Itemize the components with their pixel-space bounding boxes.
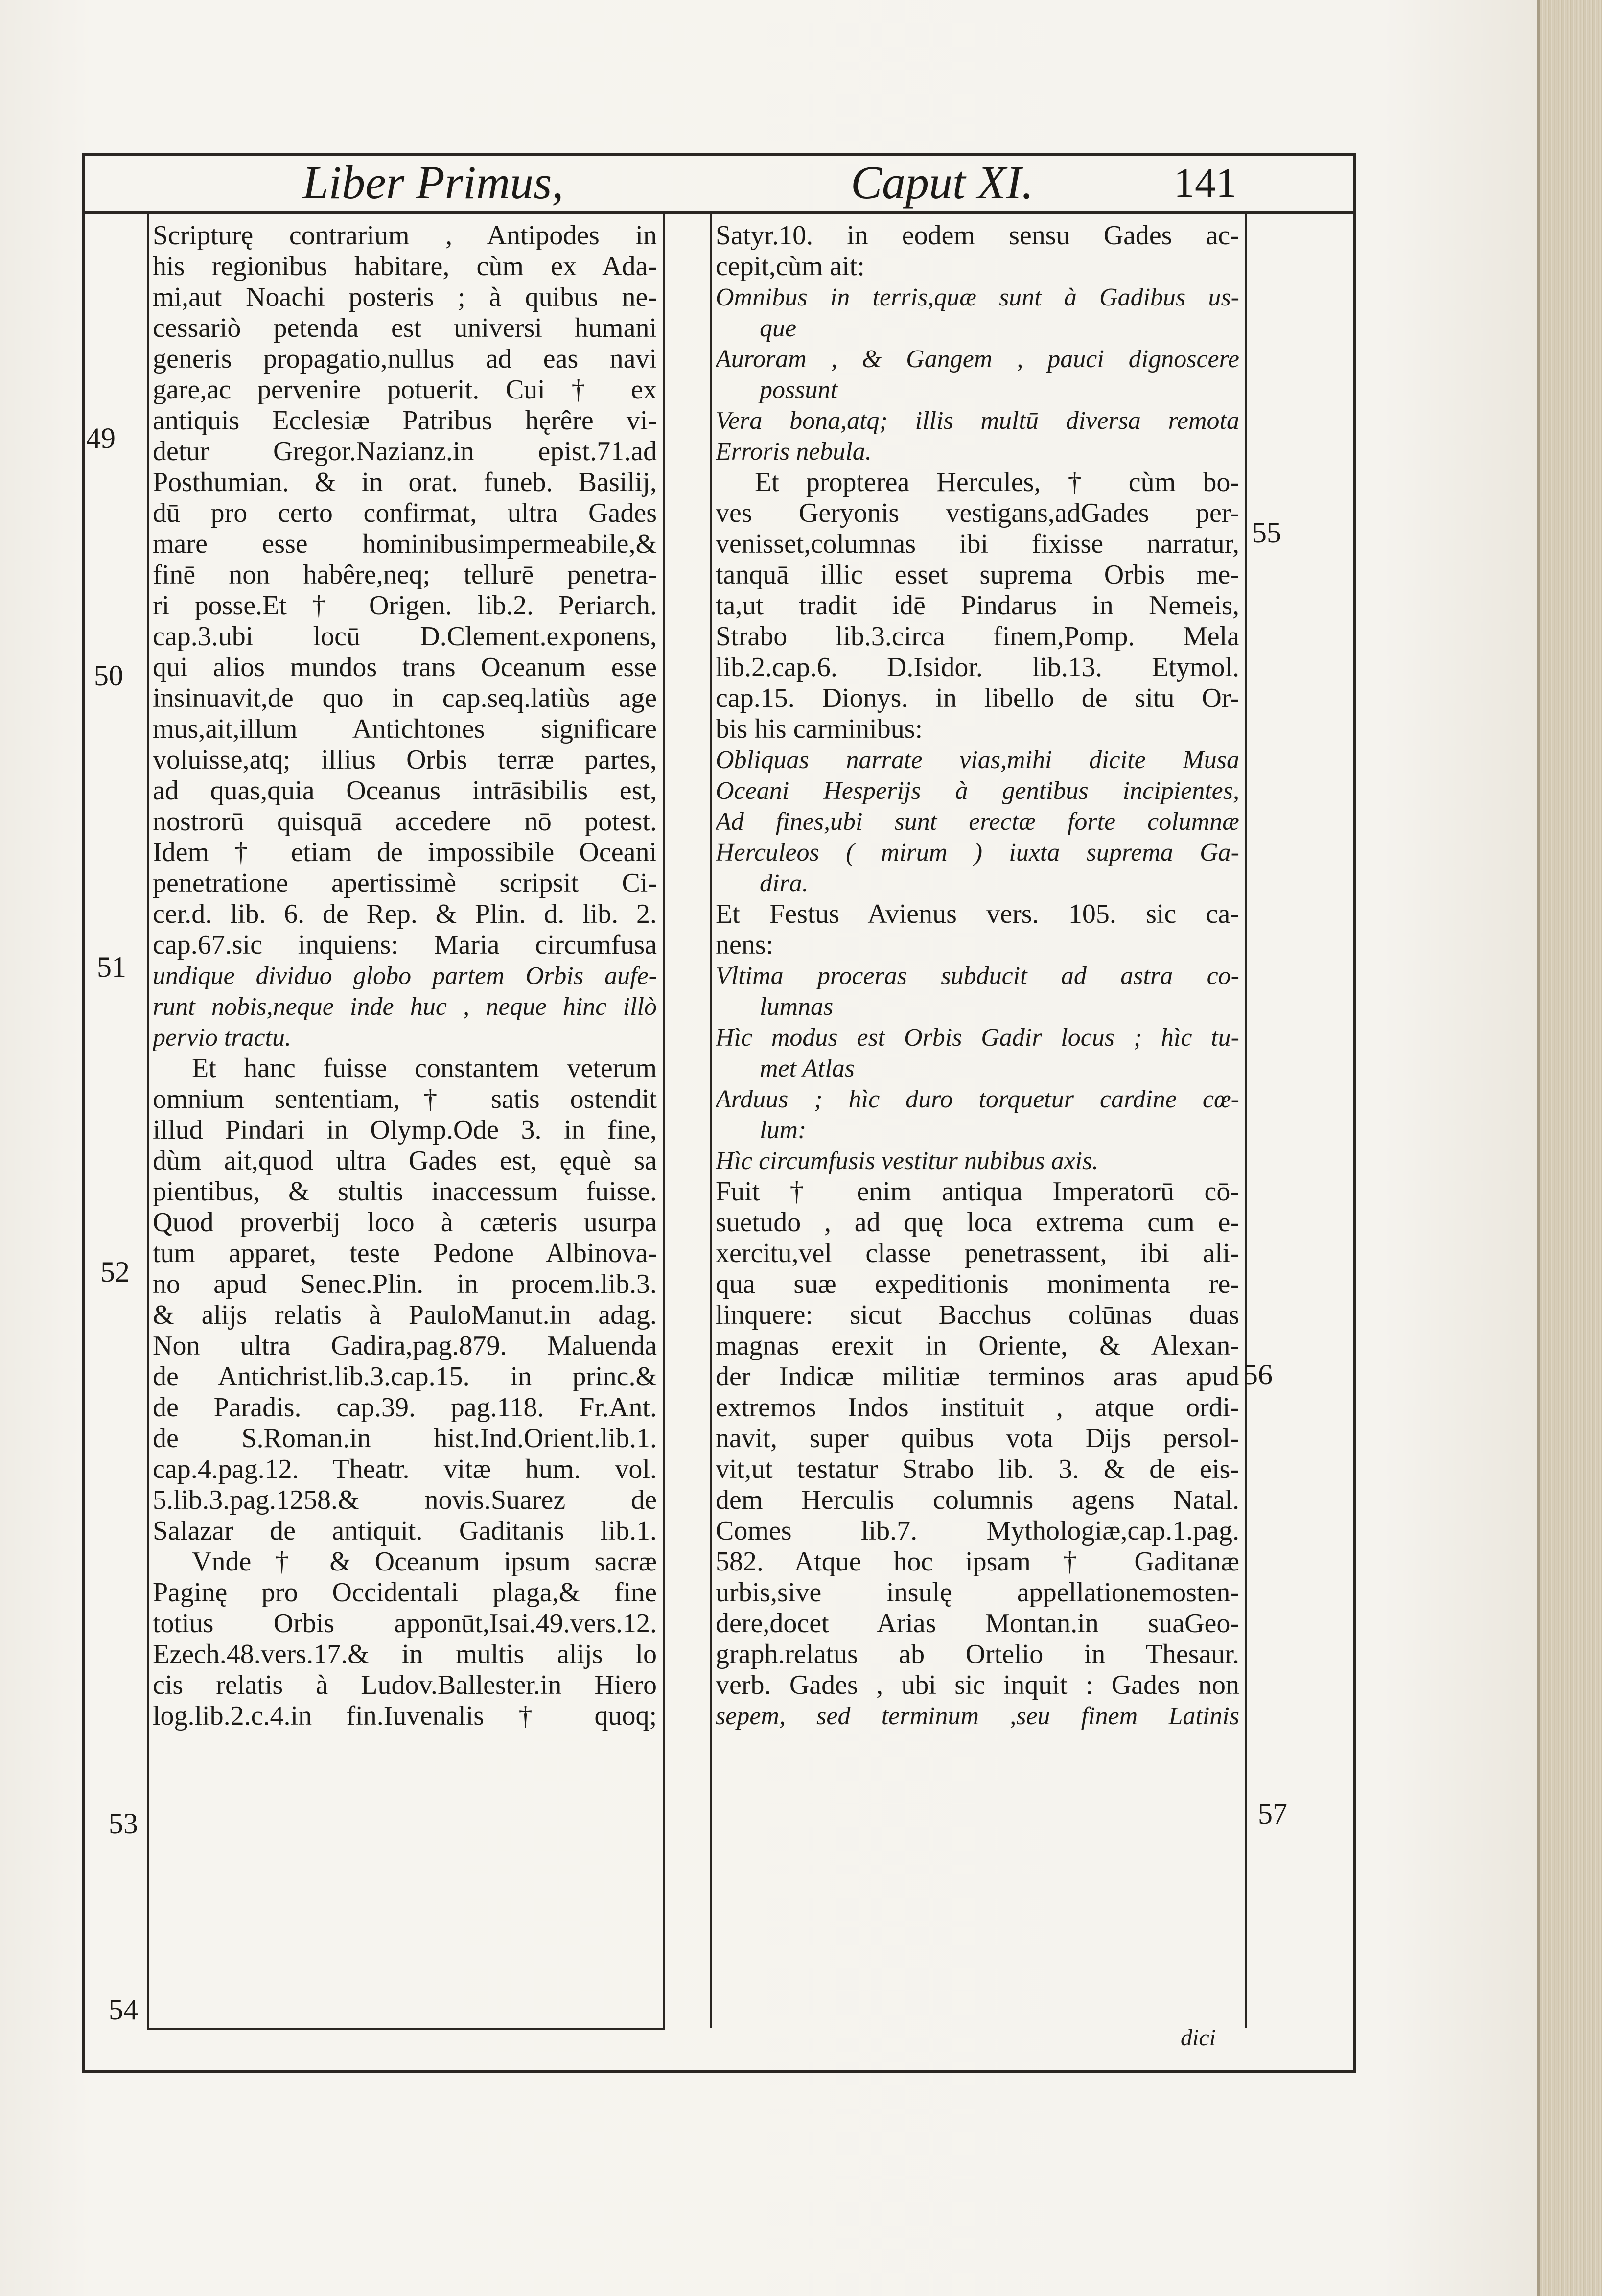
text-line: Idem † etiam de impossibile Oceani [153,837,657,867]
margin-number: 51 [97,951,126,983]
text-line: de S.Roman.in hist.Ind.Orient.lib.1. [153,1423,657,1453]
text-line: cis relatis à Ludov.Ballester.in Hiero [153,1670,657,1700]
text-line: possunt [760,376,837,404]
text-line: & alijs relatis à PauloManut.in adag. [153,1300,657,1330]
catchword: dici [1181,2025,1216,2051]
text-line: 582. Atque hoc ipsam † Gaditanæ [716,1546,1239,1577]
text-line: Strabo lib.3.circa finem,Pomp. Mela [716,621,1239,652]
text-line: Scripturę contrarium , Antipodes in [153,220,657,251]
text-line: antiquis Ecclesiæ Patribus hęrêre vi- [153,405,657,436]
text-line: vit,ut testatur Strabo lib. 3. & de eis- [716,1454,1239,1484]
text-line: finē non habêre,neq; tellurē penetra- [153,560,657,590]
left-column [153,220,657,1732]
text-line: totius Orbis apponūt,Isai.49.vers.12. [153,1608,657,1639]
text-line: ta,ut tradit idē Pindarus in Nemeis, [716,590,1239,621]
margin-number: 50 [94,659,123,692]
running-header [82,153,1356,211]
text-line: Vera bona,atq; illis multū diversa remota [716,407,1239,435]
text-line: Hìc modus est Orbis Gadir locus ; hìc tu- [716,1024,1239,1052]
text-line: suetudo , ad quę loca extrema cum e- [716,1207,1239,1238]
page-number: 141 [1174,159,1237,206]
text-line: his regionibus habitare, cùm ex Ada- [153,251,657,281]
text-line: verb. Gades , ubi sic inquit : Gades non [716,1670,1239,1700]
text-line: tum apparet, teste Pedone Albinova- [153,1238,657,1268]
margin-number: 54 [109,1993,138,2026]
text-line: que [760,314,797,342]
margin-number: 52 [100,1256,130,1288]
text-line: Vltima proceras subducit ad astra co- [716,962,1239,990]
text-line: venisset,columnas ibi fixisse narratur, [716,529,1239,559]
text-line: Obliquas narrate vias,mihi dicite Musa [716,746,1239,774]
text-line: Ezech.48.vers.17.& in multis alijs lo [153,1639,657,1669]
text-line: no apud Senec.Plin. in procem.lib.3. [153,1269,657,1299]
right-column [716,220,1239,1732]
text-line: insinuavit,de quo in cap.seq.latiùs age [153,683,657,713]
text-line: dira. [760,869,809,897]
text-line: pientibus, & stultis inaccessum fuisse. [153,1176,657,1207]
text-line: mare esse hominibusimpermeabile,& [153,529,657,559]
text-line: cap.3.ubi locū D.Clement.exponens, [153,621,657,652]
text-line: dem Herculis columnis agens Natal. [716,1485,1239,1515]
text-line: sepem, sed terminum ,seu finem Latinis [716,1702,1239,1730]
header-left-title: Liber Primus, [302,156,564,209]
text-line: lumnas [760,993,834,1021]
text-line: qua suæ expeditionis monimenta re- [716,1269,1239,1299]
text-line: generis propagatio,nullus ad eas navi [153,344,657,374]
text-line: Non ultra Gadira,pag.879. Maluenda [153,1331,657,1361]
text-line: Erroris nebula. [716,438,872,466]
text-line: cap.15. Dionys. in libello de situ Or- [716,683,1239,713]
text-line: runt nobis,neque inde huc , neque hinc illò [153,993,657,1021]
text-line: ad quas,quia Oceanus intrāsibilis est, [153,775,657,806]
text-line: lum: [760,1116,807,1144]
text-line: Hìc circumfusis vestitur nubibus axis. [716,1147,1099,1175]
text-line: Posthumian. & in orat. funeb. Basilij, [153,467,657,497]
text-line: navit, super quibus vota Dijs persol- [716,1423,1239,1453]
text-line: extremos Indos instituit , atque ordi- [716,1392,1239,1423]
text-line: Quod proverbij loco à cæteris usurpa [153,1207,657,1238]
text-line: dū pro certo confirmat, ultra Gades [153,498,657,528]
margin-number: 56 [1243,1359,1273,1391]
text-line: de Paradis. cap.39. pag.118. Fr.Ant. [153,1392,657,1423]
text-line: gare,ac pervenire potuerit. Cui † ex [153,375,657,405]
text-line: pervio tractu. [153,1024,292,1052]
header-right-title: Caput XI. [851,156,1034,209]
text-line: mi,aut Noachi posteris ; à quibus ne- [153,282,657,312]
text-line: 5.lib.3.pag.1258.& novis.Suarez de [153,1485,657,1515]
text-line: nostrorū quisquā accedere nō potest. [153,806,657,837]
text-line: Satyr.10. in eodem sensu Gades ac- [716,220,1239,251]
text-line: detur Gregor.Nazianz.in epist.71.ad [153,436,657,467]
text-line: de Antichrist.lib.3.cap.15. in princ.& [153,1361,657,1392]
text-line: Paginę pro Occidentali plaga,& fine [153,1577,657,1608]
text-line: dere,docet Arias Montan.in suaGeo- [716,1608,1239,1639]
text-line: xercitu,vel classe penetrassent, ibi ali- [716,1238,1239,1268]
text-line: cap.4.pag.12. Theatr. vitæ hum. vol. [153,1454,657,1484]
text-line: Salazar de antiquit. Gaditanis lib.1. [153,1516,657,1546]
text-line: lib.2.cap.6. D.Isidor. lib.13. Etymol. [716,652,1239,682]
text-line: cap.67.sic inquiens: Maria circumfusa [153,930,657,960]
text-line: nens: [716,930,774,960]
text-line: Et Festus Avienus vers. 105. sic ca- [716,899,1239,929]
text-line: magnas erexit in Oriente, & Alexan- [716,1331,1239,1361]
text-line: Ad fines,ubi sunt erectæ forte columnæ [716,808,1239,836]
text-line: voluisse,atq; illius Orbis terræ partes, [153,745,657,775]
text-line: urbis,sive insulę appellationemosten- [716,1577,1239,1608]
page-edge [1537,0,1602,2296]
text-line: omnium sententiam,† satis ostendit [153,1084,657,1114]
text-line: met Atlas [760,1054,855,1082]
margin-number: 53 [109,1807,138,1840]
text-line: illud Pindari in Olymp.Ode 3. in fine, [153,1115,657,1145]
text-line: mus,ait,illum Antichtones significare [153,714,657,744]
text-line: Et hanc fuisse constantem veterum [192,1053,657,1083]
text-line: der Indicæ militiæ terminos aras apud [716,1361,1239,1392]
text-line: Auroram , & Gangem , pauci dignoscere [716,345,1239,373]
text-line: dùm ait,quod ultra Gades est, ęquè sa [153,1146,657,1176]
text-line: Omnibus in terris,quæ sunt à Gadibus us- [716,283,1239,311]
text-line: qui alios mundos trans Oceanum esse [153,652,657,682]
text-line: Comes lib.7. Mythologiæ,cap.1.pag. [716,1516,1239,1546]
text-line: bis his carminibus: [716,714,923,744]
text-line: penetratione apertissimè scripsit Ci- [153,868,657,898]
text-line: linquere: sicut Bacchus colūnas duas [716,1300,1239,1330]
text-line: log.lib.2.c.4.in fin.Iuvenalis † quoq; [153,1701,657,1731]
margin-number: 57 [1258,1798,1287,1830]
text-line: cessariò petenda est universi humani [153,313,657,343]
text-line: tanquā illic esset suprema Orbis me- [716,560,1239,590]
text-line: ri posse.Et † Origen. lib.2. Periarch. [153,590,657,621]
text-line: Arduus ; hìc duro torquetur cardine cœ- [716,1085,1239,1113]
text-line: undique dividuo globo partem Orbis aufe- [153,962,657,990]
text-line: ves Geryonis vestigans,adGades per- [716,498,1239,528]
text-line: graph.relatus ab Ortelio in Thesaur. [716,1639,1239,1669]
text-line: Vnde † & Oceanum ipsum sacræ [192,1546,657,1577]
text-line: cer.d. lib. 6. de Rep. & Plin. d. lib. 2. [153,899,657,929]
text-line: Fuit † enim antiqua Imperatorū cō- [716,1176,1239,1207]
text-line: Et propterea Hercules, † cùm bo- [755,467,1239,497]
text-line: Oceani Hesperijs à gentibus incipientes, [716,777,1239,805]
margin-number: 55 [1252,516,1281,549]
text-line: Herculeos ( mirum ) iuxta suprema Ga- [716,839,1239,867]
margin-number: 49 [86,422,116,454]
text-line: cepit,cùm ait: [716,251,865,281]
